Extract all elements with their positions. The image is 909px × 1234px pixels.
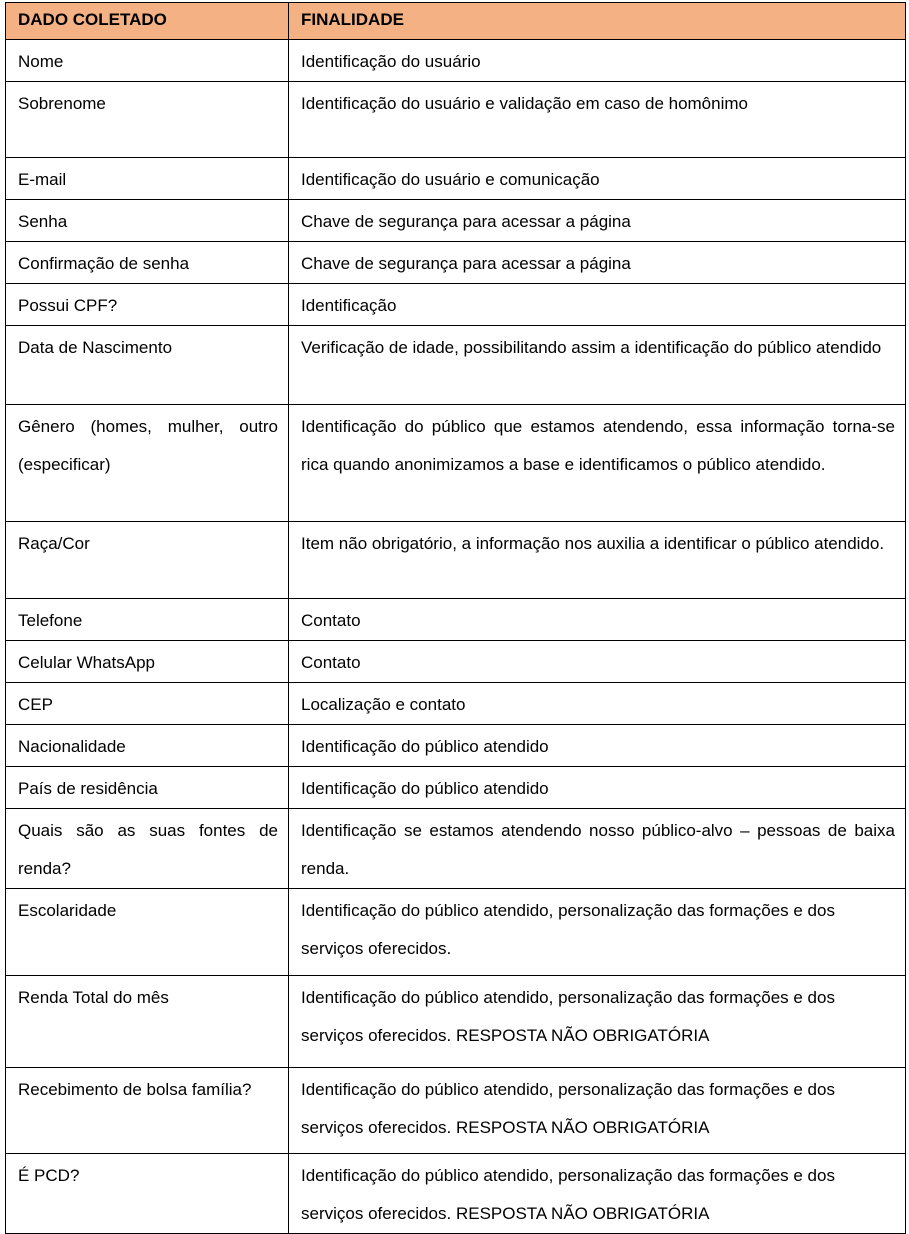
- row-finalidade-cell: Identificação do público atendido: [289, 767, 906, 809]
- header-dado-coletado: DADO COLETADO: [6, 3, 289, 40]
- row-finalidade-cell: Identificação do público atendido, personalização das formações e dos serviços oferecidos. RESPOSTA NÃO OBRIGATÓRIA: [289, 1154, 906, 1234]
- table-row: [6, 326, 906, 405]
- row-finalidade-cell: Identificação do público atendido, personalização das formações e dos serviços oferecidos. RESPOSTA NÃO OBRIGATÓRIA: [289, 1068, 906, 1154]
- row-finalidade-cell: Identificação do usuário e comunicação: [289, 158, 906, 200]
- row-dado-cell: E-mail: [6, 158, 289, 200]
- table-row: [6, 1154, 906, 1234]
- row-finalidade-cell: Identificação: [289, 284, 906, 326]
- row-finalidade-cell: Chave de segurança para acessar a página: [289, 242, 906, 284]
- table-header-row: [6, 3, 906, 40]
- row-dado-cell: Escolaridade: [6, 889, 289, 976]
- table-row: [6, 599, 906, 641]
- row-finalidade-cell: Identificação do público atendido, personalização das formações e dos serviços oferecidos. RESPOSTA NÃO OBRIGATÓRIA: [289, 976, 906, 1068]
- row-dado-cell: É PCD?: [6, 1154, 289, 1234]
- table-row: [6, 976, 906, 1068]
- header-finalidade: FINALIDADE: [289, 3, 906, 40]
- table-row: [6, 522, 906, 599]
- table-row: [6, 242, 906, 284]
- row-dado-cell: Senha: [6, 200, 289, 242]
- row-finalidade-cell: Contato: [289, 599, 906, 641]
- row-dado-cell: País de residência: [6, 767, 289, 809]
- row-dado-cell: CEP: [6, 683, 289, 725]
- table-row: [6, 767, 906, 809]
- row-finalidade-cell: Verificação de idade, possibilitando assim a identificação do público atendido: [289, 326, 906, 405]
- row-finalidade-cell: Identificação do público que estamos atendendo, essa informação torna-se rica quando anonimizamos a base e identificamos o público atendido.: [289, 405, 906, 522]
- table-row: [6, 889, 906, 976]
- row-finalidade-cell: Identificação do público atendido, personalização das formações e dos serviços oferecidos.: [289, 889, 906, 976]
- row-dado-cell: Possui CPF?: [6, 284, 289, 326]
- row-dado-cell: Recebimento de bolsa família?: [6, 1068, 289, 1154]
- row-dado-cell: Quais são as suas fontes de renda?: [6, 809, 289, 889]
- row-finalidade-cell: Identificação se estamos atendendo nosso público-alvo – pessoas de baixa renda.: [289, 809, 906, 889]
- data-collection-table-container: [5, 2, 906, 1234]
- row-dado-cell: Raça/Cor: [6, 522, 289, 599]
- table-row: [6, 82, 906, 158]
- table-row: [6, 725, 906, 767]
- table-row: [6, 683, 906, 725]
- row-dado-cell: Data de Nascimento: [6, 326, 289, 405]
- row-finalidade-cell: Item não obrigatório, a informação nos auxilia a identificar o público atendido.: [289, 522, 906, 599]
- table-row: [6, 158, 906, 200]
- row-dado-cell: Sobrenome: [6, 82, 289, 158]
- row-dado-cell: Gênero (homes, mulher, outro (especificar): [6, 405, 289, 522]
- table-row: [6, 40, 906, 82]
- table-row: [6, 809, 906, 889]
- table-row: [6, 284, 906, 326]
- table-row: [6, 405, 906, 522]
- table-row: [6, 1068, 906, 1154]
- row-finalidade-cell: Contato: [289, 641, 906, 683]
- row-finalidade-cell: Localização e contato: [289, 683, 906, 725]
- table-row: [6, 200, 906, 242]
- row-dado-cell: Nacionalidade: [6, 725, 289, 767]
- row-finalidade-cell: Identificação do usuário: [289, 40, 906, 82]
- table-row: [6, 641, 906, 683]
- row-finalidade-cell: Identificação do usuário e validação em caso de homônimo: [289, 82, 906, 158]
- row-dado-cell: Confirmação de senha: [6, 242, 289, 284]
- row-dado-cell: Telefone: [6, 599, 289, 641]
- row-finalidade-cell: Identificação do público atendido: [289, 725, 906, 767]
- row-dado-cell: Nome: [6, 40, 289, 82]
- row-dado-cell: Celular WhatsApp: [6, 641, 289, 683]
- row-dado-cell: Renda Total do mês: [6, 976, 289, 1068]
- row-finalidade-cell: Chave de segurança para acessar a página: [289, 200, 906, 242]
- data-collection-table: [5, 2, 906, 1234]
